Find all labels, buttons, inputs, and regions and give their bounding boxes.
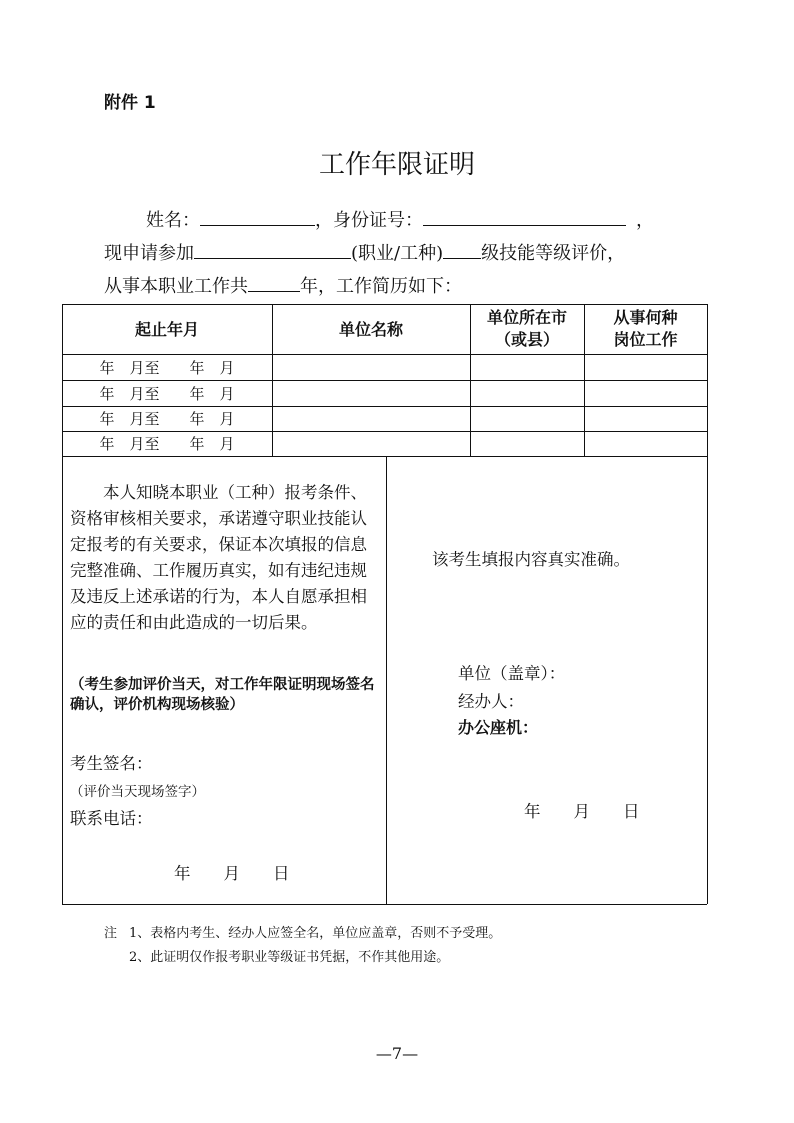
header-unit-name: 单位名称 <box>338 320 403 339</box>
page-number: —7— <box>375 1044 419 1063</box>
pledge-note: （考生参加评价当天，对工作年限证明现场签名确认，评价机构现场核验） <box>70 677 375 713</box>
table-line <box>62 406 707 407</box>
level-field[interactable] <box>443 238 481 259</box>
signature-label: 考生签名： <box>70 754 153 773</box>
header-period: 起止年月 <box>134 320 199 339</box>
work-prefix: 从事本职业工作共 <box>104 276 248 297</box>
table-line <box>62 304 707 305</box>
apply-line <box>104 238 625 266</box>
table-row-period[interactable]: 年 月至 年 月 <box>99 385 235 403</box>
table-line <box>62 456 707 457</box>
phone-label: 联系电话： <box>70 809 153 828</box>
id-number-field[interactable] <box>423 205 626 226</box>
level-suffix: 级技能等级评价， <box>481 243 626 264</box>
table-line <box>707 304 708 904</box>
table-row-period[interactable]: 年 月至 年 月 <box>99 410 235 428</box>
attachment-label: 附件 1 <box>104 93 156 113</box>
unit-seal-label: 单位（盖章）： <box>458 664 566 683</box>
occupation-label: (职业/工种) <box>351 243 444 264</box>
table-row-period[interactable]: 年 月至 年 月 <box>99 435 235 453</box>
office-phone-label: 办公座机： <box>458 718 539 737</box>
name-field[interactable] <box>200 205 315 226</box>
header-city-line2: （或县） <box>494 330 559 349</box>
line1-comma: ， <box>636 210 654 231</box>
table-line <box>62 380 707 381</box>
header-post <box>584 307 707 351</box>
name-id-line <box>146 205 654 233</box>
signature-note: （评价当天现场签字） <box>70 784 205 800</box>
header-post-line2: 岗位工作 <box>613 330 678 349</box>
work-years-field[interactable] <box>248 271 300 292</box>
header-city <box>470 307 584 351</box>
table-row-period[interactable]: 年 月至 年 月 <box>99 359 235 377</box>
header-post-line1: 从事何种 <box>613 308 678 327</box>
name-label: 姓名： <box>146 210 200 231</box>
table-line <box>62 904 707 905</box>
note-item-2: 2、此证明仅作报考职业等级证书凭据，不作其他用途。 <box>129 950 450 965</box>
pledge-text: 本人知晓本职业（工种）报考条件、资格审核相关要求，承诺遵守职业技能认定报考的有关要求，保证本次填报的信息完整准确、工作履历真实，如有违纪违规及违反上述承诺的行为，本人自愿承担相应的责任和由此造成的一切后果。 <box>70 483 367 632</box>
occupation-field[interactable] <box>194 238 351 259</box>
handler-label: 经办人： <box>458 692 524 711</box>
apply-prefix: 现申请参加 <box>104 243 194 264</box>
table-line <box>62 354 707 355</box>
id-label: ，身份证号： <box>315 210 423 231</box>
work-suffix: 年，工作简历如下： <box>300 276 462 297</box>
verification-statement: 该考生填报内容真实准确。 <box>432 550 630 569</box>
table-line <box>62 431 707 432</box>
note-item-1: 1、表格内考生、经办人应签全名，单位应盖章，否则不予受理。 <box>129 926 502 941</box>
unit-date: 年 月 日 <box>524 802 640 821</box>
work-years-line <box>104 271 462 299</box>
notes-prefix: 注 <box>104 926 118 941</box>
page-title: 工作年限证明 <box>318 150 475 180</box>
candidate-date: 年 月 日 <box>174 864 290 883</box>
header-city-line1: 单位所在市 <box>486 308 567 327</box>
table-line <box>386 456 387 904</box>
